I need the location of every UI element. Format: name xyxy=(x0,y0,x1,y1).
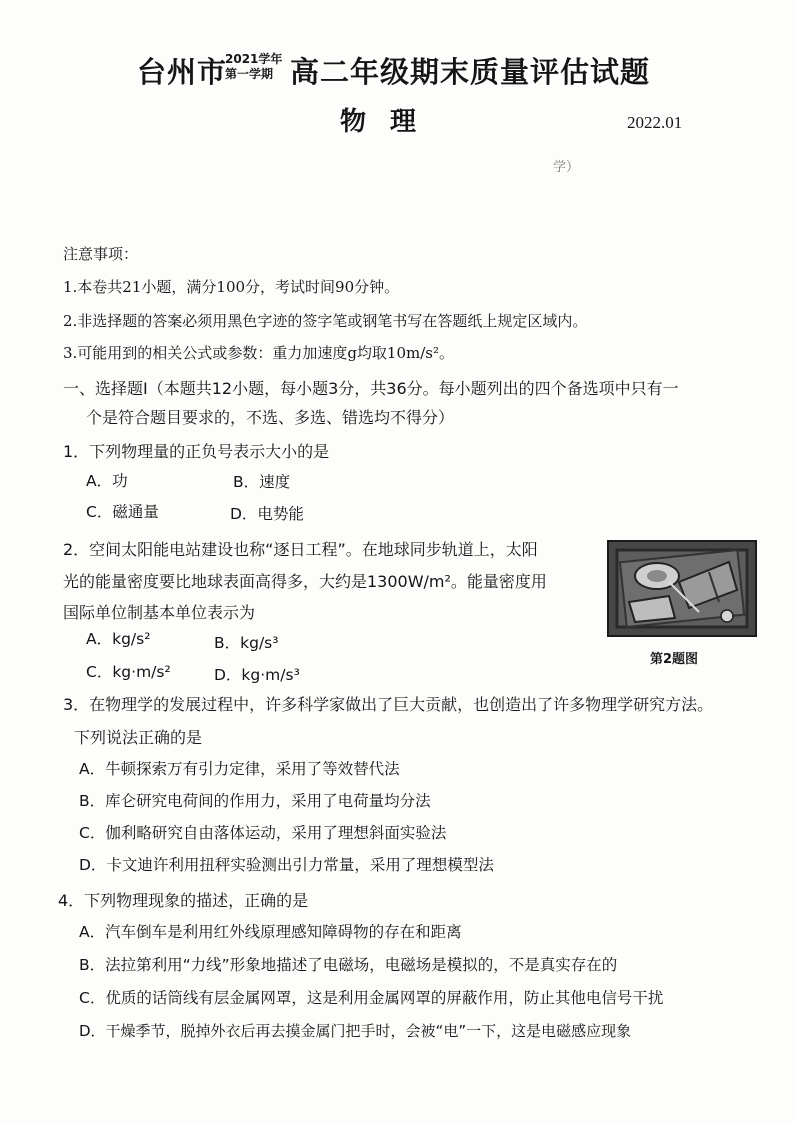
q4-option-d: D．干燥季节，脱掉外衣后再去摸金属门把手时，会被“电”一下，这是电磁感应现象 xyxy=(79,1022,632,1040)
note-item-2: 2.非选择题的答案必须用黑色字迹的签字笔或钢笔书写在答题纸上规定区域内。 xyxy=(63,312,588,330)
q1-option-d: D．电势能 xyxy=(230,505,304,523)
note-item-3: 3.可能用到的相关公式或参数：重力加速度g均取10m/s²。 xyxy=(63,344,454,362)
q3-option-a: A．牛顿探索万有引力定律，采用了等效替代法 xyxy=(79,760,400,778)
q2-option-a: A．kg/s² xyxy=(86,630,151,648)
note-item-1: 1.本卷共21小题，满分100分，考试时间90分钟。 xyxy=(63,278,400,296)
question-2-stem-line2: 光的能量密度要比地球表面高得多，大约是1300W/m²。能量密度用 xyxy=(63,572,547,591)
section-heading-cont: 个是符合题目要求的，不选、多选、错选均不得分） xyxy=(86,408,455,427)
q3-option-d: D．卡文迪许利用扭秤实验测出引力常量，采用了理想模型法 xyxy=(79,856,494,874)
solar-station-image xyxy=(607,540,757,637)
q2-option-b: B．kg/s³ xyxy=(214,634,279,652)
q4-option-a: A．汽车倒车是利用红外线原理感知障碍物的存在和距离 xyxy=(79,923,462,941)
question-2-stem-line1: 2．空间太阳能电站建设也称“逐日工程”。在地球同步轨道上，太阳 xyxy=(63,540,538,559)
figure-caption-q2: 第2题图 xyxy=(650,652,699,667)
q2-option-d: D．kg·m/s³ xyxy=(214,666,300,684)
question-3-stem-line2: 下列说法正确的是 xyxy=(74,728,203,747)
semester-term: 第一学期 xyxy=(225,67,274,81)
question-2-stem-line3: 国际单位制基本单位表示为 xyxy=(63,603,256,622)
q1-option-a: A．功 xyxy=(86,472,128,490)
semester-label xyxy=(225,52,282,82)
q4-option-c: C．优质的话筒线有层金属网罩，这是利用金属网罩的屏蔽作用，防止其他电信号干扰 xyxy=(79,989,664,1007)
question-3-stem-line1: 3．在物理学的发展过程中，许多科学家做出了巨大贡献，也创造出了许多物理学研究方法。 xyxy=(63,695,714,714)
q1-option-b: B．速度 xyxy=(233,473,291,491)
q3-option-c: C．伽利略研究自由落体运动，采用了理想斜面实验法 xyxy=(79,824,447,842)
exam-city: 台州市 xyxy=(137,55,228,89)
faint-text: 学） xyxy=(553,160,580,175)
q1-option-c: C．磁通量 xyxy=(86,503,159,521)
subject-title: 物理 xyxy=(340,107,441,137)
exam-title: 高二年级期末质量评估试题 xyxy=(290,55,651,89)
question-1-stem: 1．下列物理量的正负号表示大小的是 xyxy=(63,442,330,461)
exam-date: 2022.01 xyxy=(627,113,683,132)
question-4-stem: 4．下列物理现象的描述，正确的是 xyxy=(58,891,309,910)
section-heading: 一、选择题Ⅰ（本题共12小题，每小题3分，共36分。每小题列出的四个备选项中只有一 xyxy=(63,379,679,398)
semester-year: 2021学年 xyxy=(225,52,283,66)
q4-option-b: B．法拉第利用“力线”形象地描述了电磁场，电磁场是模拟的，不是真实存在的 xyxy=(79,956,618,974)
q3-option-b: B．库仑研究电荷间的作用力，采用了电荷量均分法 xyxy=(79,792,431,810)
solar-station-illustration xyxy=(609,542,755,635)
q2-option-c: C．kg·m/s² xyxy=(86,663,171,681)
notes-heading: 注意事项： xyxy=(63,245,139,263)
